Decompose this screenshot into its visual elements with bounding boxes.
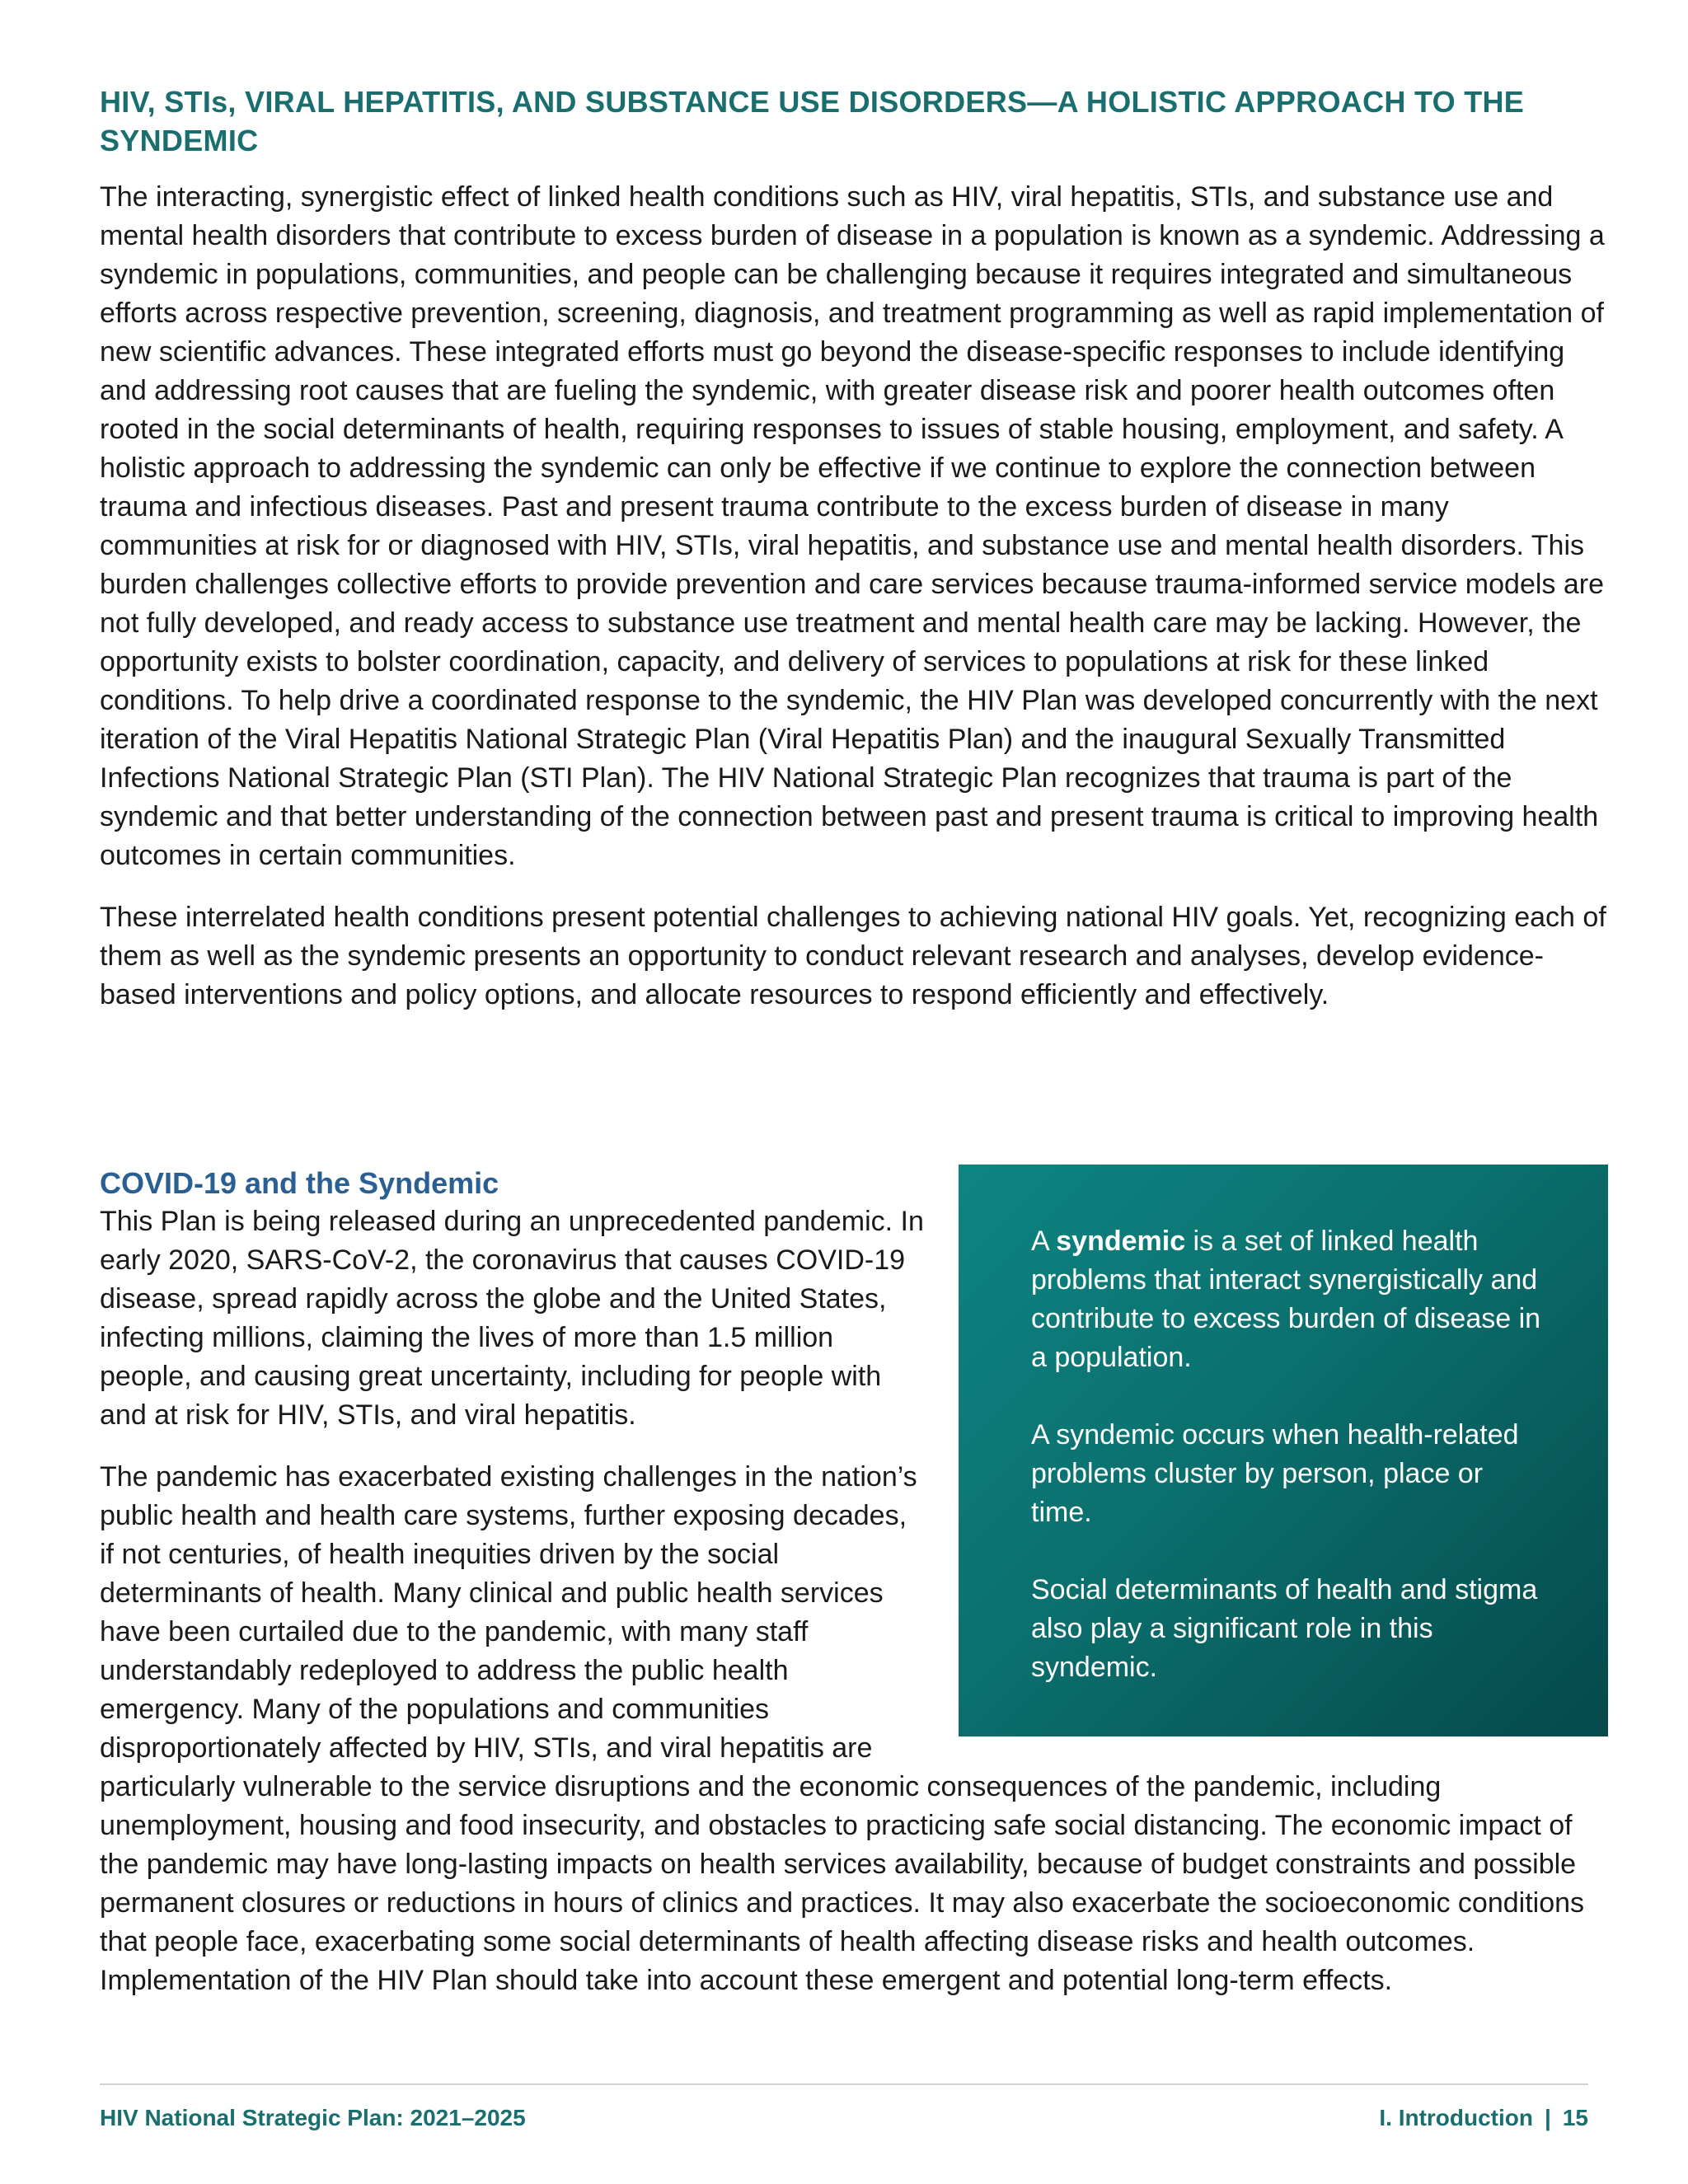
covid-section xyxy=(100,1165,1608,2023)
section-heading: HIV, STIs, VIRAL HEPATITIS, AND SUBSTANCE USE DISORDERS—A HOLISTIC APPROACH TO THE SYNDEMIC xyxy=(100,85,1525,157)
callout-occurrence: A syndemic occurs when health-related problems cluster by person, place or time. xyxy=(1031,1419,1519,1528)
footer-document-title: HIV National Strategic Plan: 2021–2025 xyxy=(100,2105,526,2130)
footer-divider xyxy=(100,2083,1588,2085)
callout-definition: A syndemic is a set of linked health problems that interact synergistically and contribute to excess burden of disease in a population. xyxy=(1031,1226,1541,1373)
syndemic-definition-callout xyxy=(959,1165,1608,1736)
footer-separator: | xyxy=(1545,2105,1551,2130)
covid-subheading: COVID-19 and the Syndemic xyxy=(100,1166,499,1200)
callout-term: syndemic xyxy=(1056,1226,1186,1257)
footer-page-info xyxy=(1379,2103,1588,2133)
callout-social-determinants: Social determinants of health and stigma also play a significant role in this syndemic. xyxy=(1031,1574,1538,1683)
covid-paragraph-1: This Plan is being released during an unprecedented pandemic. In early 2020, SARS-CoV-2, the coronavirus that causes COVID-19 disease, spread rapidly across the globe and the United States, infecting millions, claiming the lives of more than 1.5 million people, and causing great uncertainty, including for people with and at risk for HIV, STIs, and viral hepatitis. xyxy=(100,1206,924,1431)
syndemic-paragraph-2: These interrelated health conditions present potential challenges to achieving national HIV goals. Yet, recognizing each of them as well as the syndemic presents an opportunity to conduct relevant research and analyses, develop evidence-based interventions and policy options, and allocate resources to respond efficiently and effectively. xyxy=(100,902,1606,1010)
page-content xyxy=(100,82,1608,1996)
footer-section-name: I. Introduction xyxy=(1379,2105,1533,2130)
covid-paragraph-2: The pandemic has exacerbated existing challenges in the nation’s public health and health care systems, further exposing decades, if not centuries, of health inequities driven by the social determinants of health. Many clinical and public health services have been curtailed due to the pandemic, with many staff understandably redeployed to address the public health emergency. Many of the populations and communities disproportionately affected by HIV, STIs, and viral hepatitis are particularly vulnerable to the service disruptions and the economic consequences of the pandemic, including unemployment, housing and food insecurity, and obstacles to practicing safe social distancing. The economic impact of the pandemic may have long-lasting impacts on health services availability, because of budget constraints and possible permanent closures or reductions in hours of clinics and practices. It may also exacerbate the socioeconomic conditions that people face, exacerbating some social determinants of health affecting disease risks and health outcomes. Implementation of the HIV Plan should take into account these emergent and potential long-term effects. xyxy=(100,1461,1585,1996)
footer-page-number: 15 xyxy=(1562,2105,1588,2130)
syndemic-paragraph-1: The interacting, synergistic effect of linked health conditions such as HIV, viral hepatitis, STIs, and substance use and mental health disorders that contribute to excess burden of disease in a population is known as a syndemic. Addressing a syndemic in populations, communities, and people can be challenging because it requires integrated and simultaneous efforts across respective prevention, screening, diagnosis, and treatment programming as well as rapid implementation of new scientific advances. These integrated efforts must go beyond the disease-specific responses to include identifying and addressing root causes that are fueling the syndemic, with greater disease risk and poorer health outcomes often rooted in the social determinants of health, requiring responses to issues of stable housing, employment, and safety. A holistic approach to addressing the syndemic can only be effective if we continue to explore the connection between trauma and infectious diseases. Past and present trauma contribute to the excess burden of disease in many communities at risk for or diagnosed with HIV, STIs, viral hepatitis, and substance use and mental health disorders. This burden challenges collective efforts to provide prevention and care services because trauma-informed service models are not fully developed, and ready access to substance use treatment and mental health care may be lacking. However, the opportunity exists to bolster coordination, capacity, and delivery of services to populations at risk for these linked conditions. To help drive a coordinated response to the syndemic, the HIV Plan was developed concurrently with the next iteration of the Viral Hepatitis National Strategic Plan (Viral Hepatitis Plan) and the inaugural Sexually Transmitted Infections National Strategic Plan (STI Plan). The HIV National Strategic Plan recognizes that trauma is part of the syndemic and that better understanding of the connection between past and present trauma is critical to improving health outcomes in certain communities. xyxy=(100,181,1605,871)
